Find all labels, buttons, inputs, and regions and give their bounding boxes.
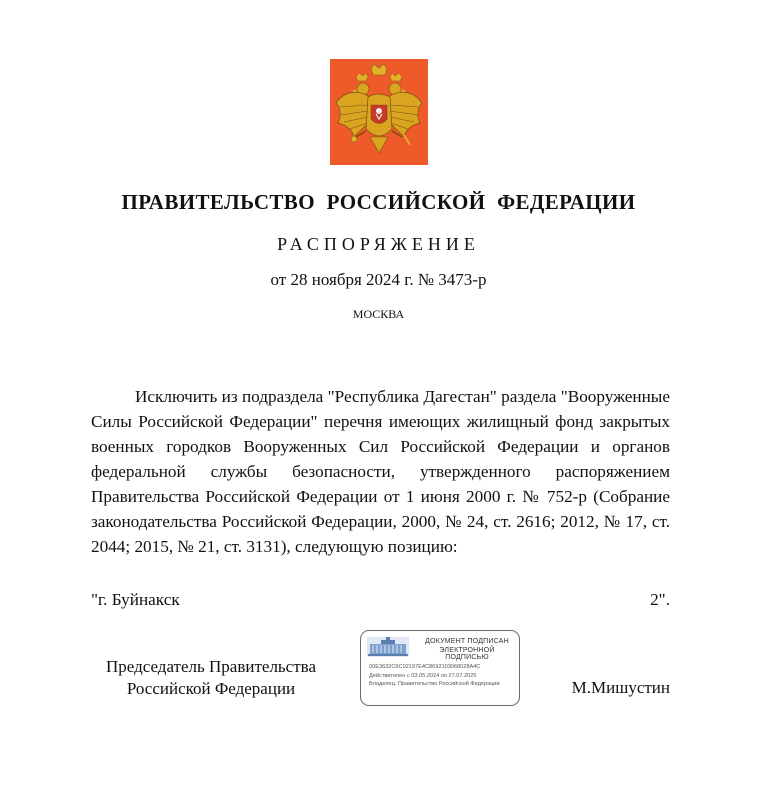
signer-title	[91, 656, 331, 700]
government-building-icon	[367, 637, 409, 657]
document-city: МОСКВА	[352, 307, 405, 321]
stamp-line1: ДОКУМЕНТ ПОДПИСАН	[425, 638, 509, 645]
position-name: "г. Буйнакск	[91, 590, 180, 609]
signer-title-line2: Российской Федерации	[126, 679, 296, 698]
document-date-number: от 28 ноября 2024 г. № 3473-р	[270, 270, 487, 289]
excluded-position	[91, 590, 670, 610]
signer-name: М.Мишустин	[571, 678, 670, 697]
government-title: ПРАВИТЕЛЬСТВО РОССИЙСКОЙ ФЕДЕРАЦИИ	[121, 190, 636, 214]
stamp-line2: ЭЛЕКТРОННОЙ ПОДПИСЬЮ	[439, 647, 495, 661]
document-type: РАСПОРЯЖЕНИЕ	[277, 234, 480, 254]
order-paragraph: Исключить из подраздела "Республика Дагестан" раздела "Вооруженные Силы Российской Федерации" перечня имеющих жилищный фонд закрытых военных городков Вооруженных Сил Российской Федерации и органов федеральной службы безопасности, утвержденного распоряжением Правительства Российской Федерации от 1 июня 2000 г. № 752-р (Собрание законодательства Российской Федерации, 2000, № 24, ст. 2616; 2012, № 17, ст. 2044; 2015, № 21, ст. 3131), следующую позицию:	[91, 387, 670, 556]
stamp-header	[367, 636, 515, 661]
signer-title-line1: Председатель Правительства	[105, 657, 317, 676]
stamp-certificate: 00E3632C6C02197E4C8692103068028A4C	[369, 664, 481, 670]
electronic-signature-stamp	[360, 630, 520, 706]
coat-of-arms-icon	[330, 59, 428, 165]
position-value: 2".	[650, 590, 670, 609]
stamp-validity: Действителен с 03.05.2024 по 27.07.2025	[369, 673, 477, 679]
stamp-owner: Владелец: Правительство Российской Федерации	[369, 681, 500, 687]
